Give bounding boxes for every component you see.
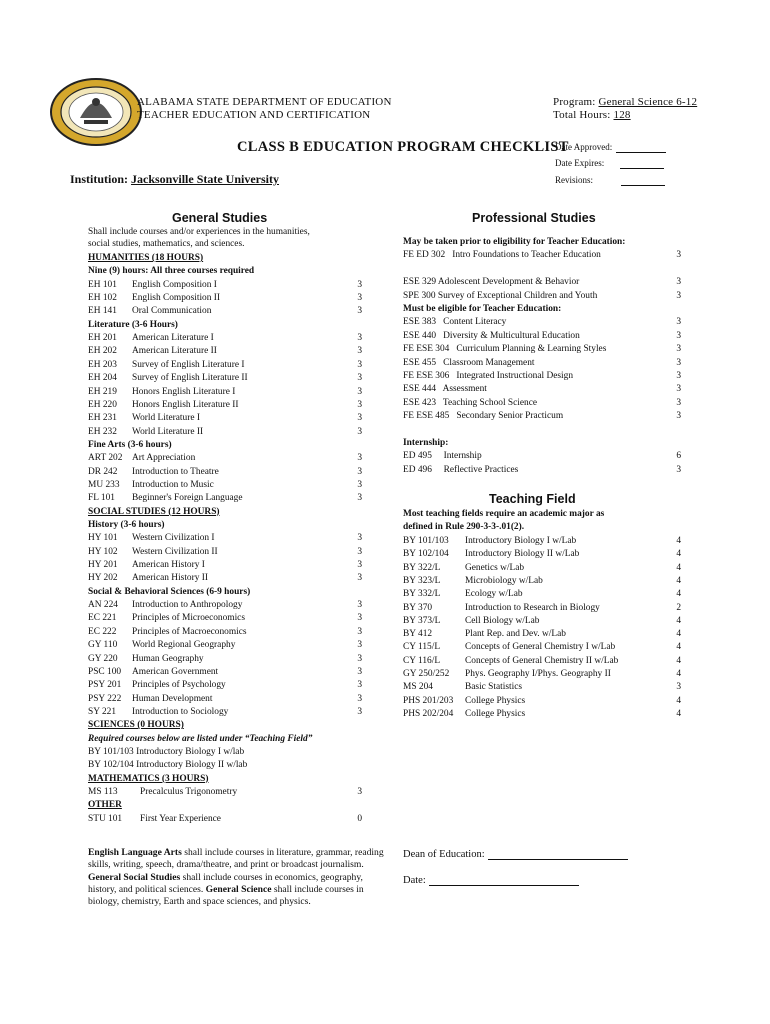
category-heading (88, 733, 368, 746)
course-name: First Year Experience (140, 813, 221, 824)
course-row (88, 292, 368, 305)
course-name: Basic Statistics (465, 682, 523, 693)
course-row (88, 386, 368, 399)
course-code: BY 373/L (403, 615, 441, 626)
category-label: Social & Behavioral Sciences (6-9 hours) (88, 586, 251, 597)
course-row (88, 372, 368, 385)
category-label: History (3-6 hours) (88, 520, 165, 530)
course-hours: 3 (357, 666, 362, 677)
course-name: Microbiology w/Lab (465, 575, 543, 586)
course-row (88, 532, 368, 545)
course-hours: 4 (676, 589, 681, 600)
revisions-label: Revisions: (555, 175, 665, 186)
course-row (88, 452, 368, 465)
course-hours: 3 (357, 333, 362, 344)
course-row (403, 290, 688, 303)
course-row (88, 813, 368, 826)
course-code: EH 220 (88, 399, 117, 410)
course-code: BY 322/L (403, 562, 441, 573)
course-row (403, 548, 688, 561)
course-code: HY 101 (88, 533, 118, 544)
course-name: Cell Biology w/Lab (465, 615, 540, 626)
course-row (403, 383, 688, 396)
course-hours: 3 (357, 706, 362, 717)
course-name: Introduction to Research in Biology (465, 602, 600, 613)
course-code: GY 220 (88, 653, 118, 664)
course-hours: 4 (676, 642, 681, 653)
course-row (403, 708, 688, 721)
course-code: MS 204 (403, 682, 433, 693)
course-name: Survey of English Literature I (132, 359, 245, 370)
course-name: American History II (132, 573, 209, 584)
course-code: STU 101 (88, 813, 123, 824)
category-heading (403, 303, 688, 316)
course-row (88, 639, 368, 652)
general-studies-intro: Shall include courses and/or experiences in the humanities, social studies, mathematics, and sciences. (88, 227, 310, 249)
course-hours: 3 (676, 344, 681, 355)
course-row (88, 759, 368, 772)
course-row (403, 249, 688, 262)
course-hours: 4 (676, 655, 681, 666)
category-heading (403, 437, 688, 450)
course-row (88, 279, 368, 292)
course-row (403, 655, 688, 668)
footnote-term: General Science (205, 883, 272, 895)
course-name: ESE 329 Adolescent Development & Behavior (403, 277, 580, 288)
course-hours: 3 (357, 546, 362, 557)
course-hours: 2 (676, 602, 681, 613)
program-value: General Science 6-12 (598, 96, 698, 108)
course-row (88, 786, 368, 799)
institution-name: Jacksonville State University (131, 172, 280, 186)
category-heading (88, 265, 368, 278)
course-name: Introduction to Sociology (132, 706, 229, 717)
course-name: Honors English Literature I (132, 386, 236, 397)
course-hours: 3 (357, 386, 362, 397)
date-approved-label: Date Approved: (555, 142, 666, 153)
course-hours: 3 (676, 411, 681, 422)
course-name: Concepts of General Chemistry II w/Lab (465, 655, 619, 666)
category-label: May be taken prior to eligibility for Teacher Education: (403, 237, 626, 247)
course-text: BY 102/104 Introductory Biology II w/lab (88, 760, 248, 771)
course-hours: 3 (357, 306, 362, 317)
course-name: Plant Rep. and Dev. w/Lab (465, 629, 566, 640)
course-hours: 3 (357, 426, 362, 437)
course-row (403, 535, 688, 548)
course-code: PSC 100 (88, 666, 122, 677)
course-hours: 3 (676, 357, 681, 368)
course-name: Precalculus Trigonometry (140, 787, 238, 797)
course-name: Concepts of General Chemistry I w/Lab (465, 642, 616, 653)
course-hours: 3 (676, 464, 681, 475)
course-hours: 3 (676, 682, 681, 693)
course-row (403, 602, 688, 615)
course-row (403, 695, 688, 708)
course-code: CY 115/L (403, 642, 441, 653)
date-expires-field[interactable] (620, 168, 664, 169)
course-name: Human Geography (132, 653, 204, 664)
course-row (403, 588, 688, 601)
course-code: ART 202 (88, 453, 123, 464)
category-label: MATHEMATICS (3 HOURS) (88, 773, 209, 784)
course-row (403, 276, 688, 289)
course-row (88, 345, 368, 358)
course-hours: 3 (357, 453, 362, 464)
course-hours: 3 (357, 626, 362, 637)
teaching-field-list (403, 535, 693, 725)
course-hours: 3 (357, 479, 362, 490)
course-row (88, 693, 368, 706)
course-code: EC 222 (88, 626, 117, 637)
course-hours: 3 (357, 346, 362, 357)
course-code: BY 101/103 (403, 536, 449, 546)
course-hours: 3 (357, 359, 362, 370)
course-name: SPE 300 Survey of Exceptional Children and Youth (403, 290, 598, 301)
course-row (88, 546, 368, 559)
course-name: Introductory Biology I w/Lab (465, 536, 577, 546)
footnote-text: shall include courses in biology, chemistry, Earth and space sciences, and physics. (88, 883, 364, 908)
course-name: ED 496 Reflective Practices (403, 464, 519, 475)
course-row (88, 599, 368, 612)
course-row (88, 399, 368, 412)
course-row (403, 681, 688, 694)
course-code: PHS 201/203 (403, 695, 454, 706)
course-hours: 3 (676, 371, 681, 381)
course-row (403, 628, 688, 641)
course-name: Introduction to Theatre (132, 466, 219, 477)
course-row (88, 332, 368, 345)
category-heading (88, 773, 368, 786)
course-code: SY 221 (88, 706, 117, 717)
course-code: EH 204 (88, 373, 117, 384)
course-name: English Composition II (132, 293, 221, 304)
course-code: FL 101 (88, 493, 115, 504)
course-name: World Literature II (132, 426, 204, 437)
category-heading (88, 799, 368, 812)
course-name: College Physics (465, 708, 526, 719)
program-info: Program: General Science 6-12 Total Hours: 128 (553, 96, 698, 121)
category-label: Nine (9) hours: All three courses required (88, 266, 255, 277)
course-code: EH 201 (88, 333, 117, 344)
course-hours: 6 (676, 451, 681, 462)
course-hours: 3 (357, 653, 362, 664)
course-row (403, 575, 688, 588)
course-code: PSY 222 (88, 693, 122, 704)
course-hours: 3 (357, 279, 362, 290)
course-name: ESE 444 Assessment (403, 384, 487, 395)
course-name: FE ED 302 Intro Foundations to Teacher Education (403, 250, 601, 261)
category-heading (88, 719, 368, 732)
course-name: Art Appreciation (132, 453, 196, 464)
course-name: Western Civilization II (132, 546, 218, 557)
course-hours: 3 (676, 384, 681, 395)
course-row (403, 343, 688, 356)
course-row (88, 572, 368, 585)
professional-studies-heading: Professional Studies (472, 211, 596, 225)
course-row (88, 359, 368, 372)
course-name: Oral Communication (132, 306, 212, 317)
course-code: EH 203 (88, 359, 117, 370)
course-code: DR 242 (88, 466, 118, 477)
course-hours: 3 (357, 640, 362, 651)
signoff-date-field[interactable] (429, 885, 579, 886)
category-label: OTHER (88, 800, 122, 811)
course-code: AN 224 (88, 600, 118, 611)
course-code: EH 232 (88, 426, 117, 437)
course-row (88, 653, 368, 666)
course-code: MU 233 (88, 479, 120, 490)
category-heading (403, 236, 688, 249)
course-name: Western Civilization I (132, 533, 215, 544)
category-label: Must be eligible for Teacher Education: (403, 304, 562, 314)
total-hours-value: 128 (613, 109, 631, 121)
course-row (88, 466, 368, 479)
course-name: FE ESE 304 Curriculum Planning & Learning Styles (403, 344, 607, 355)
course-code: GY 110 (88, 640, 118, 651)
course-name: ESE 423 Teaching School Science (403, 397, 538, 408)
course-code: BY 332/L (403, 589, 441, 600)
institution: Institution: Jacksonville State University (70, 172, 280, 186)
course-name: Ecology w/Lab (465, 589, 523, 600)
course-code: BY 370 (403, 602, 433, 613)
course-hours: 4 (676, 669, 681, 679)
course-hours: 3 (357, 466, 362, 477)
course-row (403, 450, 688, 463)
course-row (88, 746, 368, 759)
course-hours: 3 (357, 399, 362, 410)
course-hours: 3 (357, 787, 362, 797)
course-text: BY 101/103 Introductory Biology I w/lab (88, 746, 245, 757)
course-row (403, 562, 688, 575)
course-code: EH 101 (88, 279, 117, 290)
footnote-term: English Language Arts (88, 847, 182, 858)
course-row (88, 412, 368, 425)
course-row (88, 626, 368, 639)
course-name: American Government (132, 666, 219, 677)
course-row (88, 492, 368, 505)
course-code: EH 231 (88, 413, 117, 424)
page-title: CLASS B EDUCATION PROGRAM CHECKLIST (237, 139, 569, 155)
course-name: Principles of Microeconomics (132, 613, 245, 624)
course-row (403, 316, 688, 329)
course-name: Beginner's Foreign Language (132, 493, 243, 504)
course-hours: 3 (676, 290, 681, 301)
course-hours: 3 (357, 600, 362, 611)
state-seal-logo (50, 78, 142, 146)
department-name: ALABAMA STATE DEPARTMENT OF EDUCATION TEACHER EDUCATION AND CERTIFICATION (137, 96, 392, 121)
course-row (88, 426, 368, 439)
course-name: English Composition I (132, 279, 217, 290)
course-name: Honors English Literature II (132, 399, 239, 410)
course-name: Phys. Geography I/Phys. Geography II (465, 669, 611, 679)
course-code: HY 102 (88, 546, 118, 557)
course-row (403, 397, 688, 410)
course-hours: 4 (676, 629, 681, 640)
course-row (403, 357, 688, 370)
course-name: Genetics w/Lab (465, 562, 525, 573)
course-name: Principles of Psychology (132, 680, 226, 691)
category-heading (88, 586, 368, 599)
course-hours: 4 (676, 708, 681, 719)
course-row (403, 668, 688, 681)
course-name: American Literature II (132, 346, 217, 357)
course-hours: 3 (676, 330, 681, 341)
course-hours: 4 (676, 615, 681, 626)
course-hours: 4 (676, 575, 681, 586)
course-row (88, 559, 368, 572)
course-name: College Physics (465, 695, 526, 706)
course-row (88, 612, 368, 625)
course-hours: 4 (676, 549, 681, 560)
teaching-field-intro: Most teaching fields require an academic major as defined in Rule 290-3-3-.01(2). (403, 509, 605, 532)
course-hours: 3 (676, 317, 681, 328)
course-hours: 4 (676, 695, 681, 706)
category-heading (88, 439, 368, 452)
footnote-term: General Social Studies (88, 871, 181, 883)
course-hours: 3 (357, 373, 362, 384)
course-code: HY 202 (88, 573, 118, 584)
course-name: American Literature I (132, 333, 214, 344)
course-name: Introduction to Anthropology (132, 600, 243, 611)
course-code: CY 116/L (403, 655, 441, 666)
course-hours: 3 (357, 533, 362, 544)
course-name: FE ESE 485 Secondary Senior Practicum (403, 411, 564, 422)
course-code: BY 102/104 (403, 549, 449, 560)
date-approved-field[interactable] (616, 152, 666, 153)
footnote-text: shall include courses in economics, geography, history, and political sciences. (88, 871, 363, 895)
course-code: MS 113 (88, 787, 118, 797)
course-name: Principles of Macroeconomics (132, 626, 247, 637)
professional-studies-list (403, 236, 693, 486)
course-row (403, 370, 688, 383)
course-name: ESE 440 Diversity & Multicultural Education (403, 330, 580, 341)
course-hours: 4 (676, 562, 681, 573)
course-code: EH 202 (88, 346, 117, 357)
course-name: World Regional Geography (132, 640, 236, 651)
course-row (88, 305, 368, 318)
course-row (403, 330, 688, 343)
category-label: Literature (3-6 Hours) (88, 319, 178, 330)
category-label: Required courses below are listed under “Teaching Field” (88, 733, 313, 744)
course-hours: 3 (357, 293, 362, 304)
course-code: BY 412 (403, 629, 433, 640)
course-name: FE ESE 306 Integrated Instructional Design (403, 371, 574, 381)
course-name: ED 495 Internship (403, 451, 482, 462)
course-name: Survey of English Literature II (132, 373, 248, 384)
course-hours: 3 (357, 560, 362, 571)
course-code: EH 102 (88, 293, 117, 304)
course-row (88, 679, 368, 692)
category-heading (88, 319, 368, 332)
course-name: Human Development (132, 693, 213, 704)
category-label: Internship: (403, 438, 449, 448)
course-name: Introduction to Music (132, 479, 214, 490)
category-label: SCIENCES (0 HOURS) (88, 720, 184, 731)
category-label: SOCIAL STUDIES (12 HOURS) (88, 506, 220, 517)
course-hours: 4 (676, 536, 681, 546)
course-code: BY 323/L (403, 575, 441, 586)
course-name: American History I (132, 560, 205, 571)
date-expires-label: Date Expires: (555, 158, 664, 169)
course-name: ESE 383 Content Literacy (403, 317, 507, 328)
general-studies-list (88, 252, 368, 832)
general-studies-heading: General Studies (172, 211, 268, 225)
course-code: HY 201 (88, 560, 118, 571)
course-hours: 3 (357, 413, 362, 424)
footnote-text: shall include courses in literature, grammar, reading skills, writing, speech, drama/theatre, and print or broadcast journalism. (88, 847, 384, 871)
category-heading (88, 252, 368, 265)
course-row (403, 641, 688, 654)
course-hours: 3 (676, 277, 681, 288)
course-name: ESE 455 Classroom Management (403, 357, 535, 368)
course-hours: 3 (357, 693, 362, 704)
dean-signature-line: Dean of Education: (403, 849, 628, 860)
dean-signature-field[interactable] (488, 859, 628, 860)
teaching-field-heading: Teaching Field (489, 492, 576, 506)
category-label: HUMANITIES (18 HOURS) (88, 253, 204, 263)
course-code: PSY 201 (88, 680, 122, 691)
course-name: Introductory Biology II w/Lab (465, 549, 580, 560)
course-name: World Literature I (132, 413, 200, 424)
signoff-date-line: Date: (403, 875, 579, 886)
category-heading (88, 506, 368, 519)
course-code: EH 219 (88, 386, 117, 397)
course-code: PHS 202/204 (403, 708, 454, 719)
revisions-field[interactable] (621, 185, 665, 186)
course-row (403, 410, 688, 423)
course-hours: 0 (357, 813, 362, 824)
course-row (88, 666, 368, 679)
course-row (403, 615, 688, 628)
course-code: EC 221 (88, 613, 117, 624)
course-hours: 3 (357, 613, 362, 624)
course-hours: 3 (357, 573, 362, 584)
category-label: Fine Arts (3-6 hours) (88, 439, 172, 450)
course-hours: 3 (676, 250, 681, 261)
course-row (88, 706, 368, 719)
course-code: EH 141 (88, 306, 117, 317)
course-row (403, 464, 688, 477)
footnote-definitions (88, 847, 388, 908)
course-hours: 3 (357, 680, 362, 691)
course-hours: 3 (357, 493, 362, 504)
category-heading (88, 519, 368, 532)
course-hours: 3 (676, 397, 681, 408)
course-code: GY 250/252 (403, 669, 450, 679)
course-row (88, 479, 368, 492)
